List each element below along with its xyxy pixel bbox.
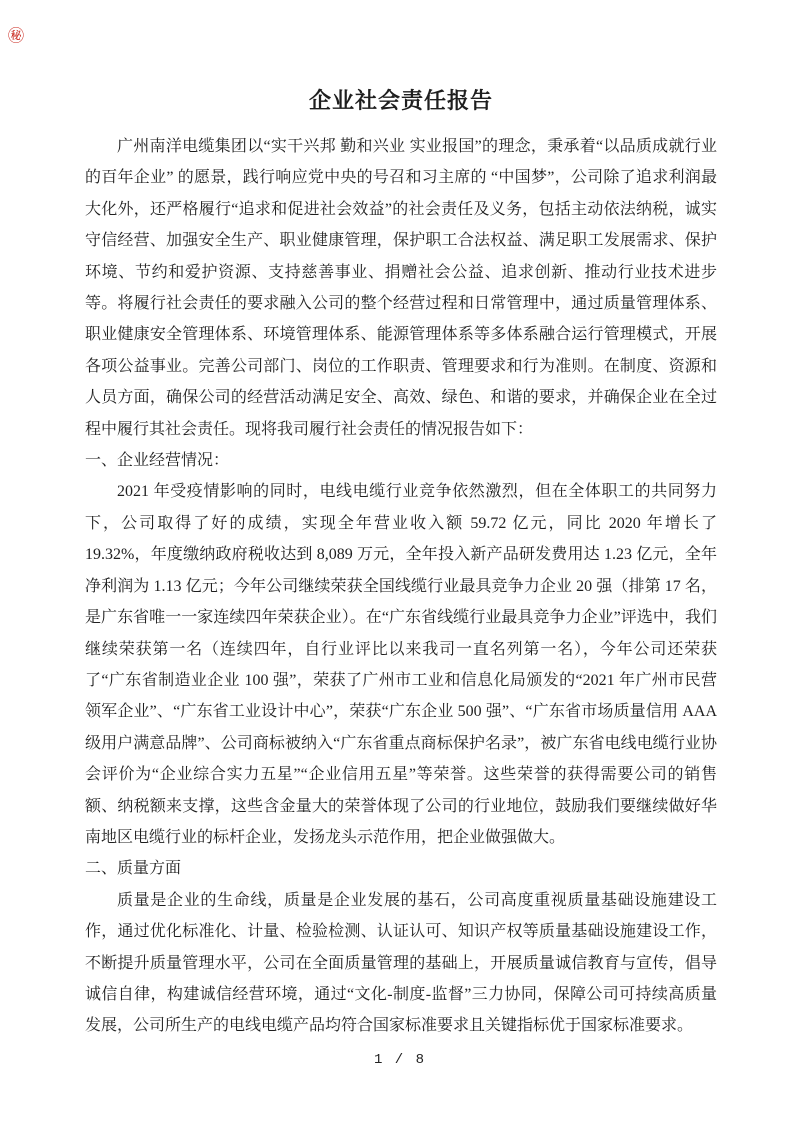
- section-1-heading: 一、企业经营情况：: [85, 452, 230, 470]
- section-1-paragraph: 2021 年受疫情影响的同时，电线电缆行业竞争依然激烈，但在全体职工的共同努力下，公司取得了好的成绩，实现全年营业收入额 59.72 亿元，同比 2020 年增长了 19.32%，年度缴纳政府税收达到 8,089 万元，全年投入新产品研发费用达 1.23 亿元，全年净利润为 1.13 亿元；今年公司继续荣获全国线缆行业最具竞争力企业 20 强（排第 17 名，是广东省唯一一家连续四年荣获企业）。在“广东省线缆行业最具竞争力企业”评选中，我们继续荣获第一名（连续四年，自行业评比以来我司一直名列第一名），今年公司还荣获了“广东省制造业企业 100 强”，荣获了广州市工业和信息化局颁发的“2021 年广州市民营领军企业”、“广东省工业设计中心”，荣获“广东企业 500 强”、“广东省市场质量信用 AAA 级用户满意品牌”、公司商标被纳入“广东省重点商标保护名录”，被广东省电线电缆行业协会评价为“企业综合实力五星”“企业信用五星”等荣誉。这些荣誉的获得需要公司的销售额、纳税额来支撑，这些含金量大的荣誉体现了公司的行业地位，鼓励我们要继续做好华南地区电缆行业的标杆企业，发扬龙头示范作用，把企业做强做大。: [85, 483, 717, 846]
- intro-paragraph: 广州南洋电缆集团以“实干兴邦 勤和兴业 实业报国”的理念，秉承着“以品质成就行业的百年企业” 的愿景，践行响应党中央的号召和习主席的 “中国梦”，公司除了追求利润最大化外，还严格履行“追求和促进社会效益”的社会责任及义务，包括主动依法纳税，诚实守信经营、加强安全生产、职业健康管理，保护职工合法权益、满足职工发展需求、保护环境、节约和爱护资源、支持慈善事业、捐赠社会公益、追求创新、推动行业技术进步等。将履行社会责任的要求融入公司的整个经营过程和日常管理中，通过质量管理体系、职业健康安全管理体系、环境管理体系、能源管理体系等多体系融合运行管理模式，开展各项公益事业。完善公司部门、岗位的工作职责、管理要求和行为准则。在制度、资源和人员方面，确保公司的经营活动满足安全、高效、绿色、和谐的要求，并确保企业在全过程中履行其社会责任。现将我司履行社会责任的情况报告如下：: [85, 138, 717, 438]
- seal-icon: ㊙: [8, 28, 25, 45]
- page-number: 1 / 8: [373, 1052, 426, 1068]
- section-2-paragraph: 质量是企业的生命线，质量是企业发展的基石，公司高度重视质量基础设施建设工作，通过优化标准化、计量、检验检测、认证认可、知识产权等质量基础设施建设工作，不断提升质量管理水平，公司在全面质量管理的基础上，开展质量诚信教育与宣传，倡导诚信自律，构建诚信经营环境，通过“文化-制度-监督”三力协同，保障公司可持续高质量发展，公司所生产的电线电缆产品均符合国家标准要求且关键指标优于国家标准要求。: [85, 891, 717, 1035]
- document-content: [85, 86, 717, 1042]
- document-title: 企业社会责任报告: [308, 88, 493, 113]
- section-2-heading: 二、质量方面: [85, 860, 182, 878]
